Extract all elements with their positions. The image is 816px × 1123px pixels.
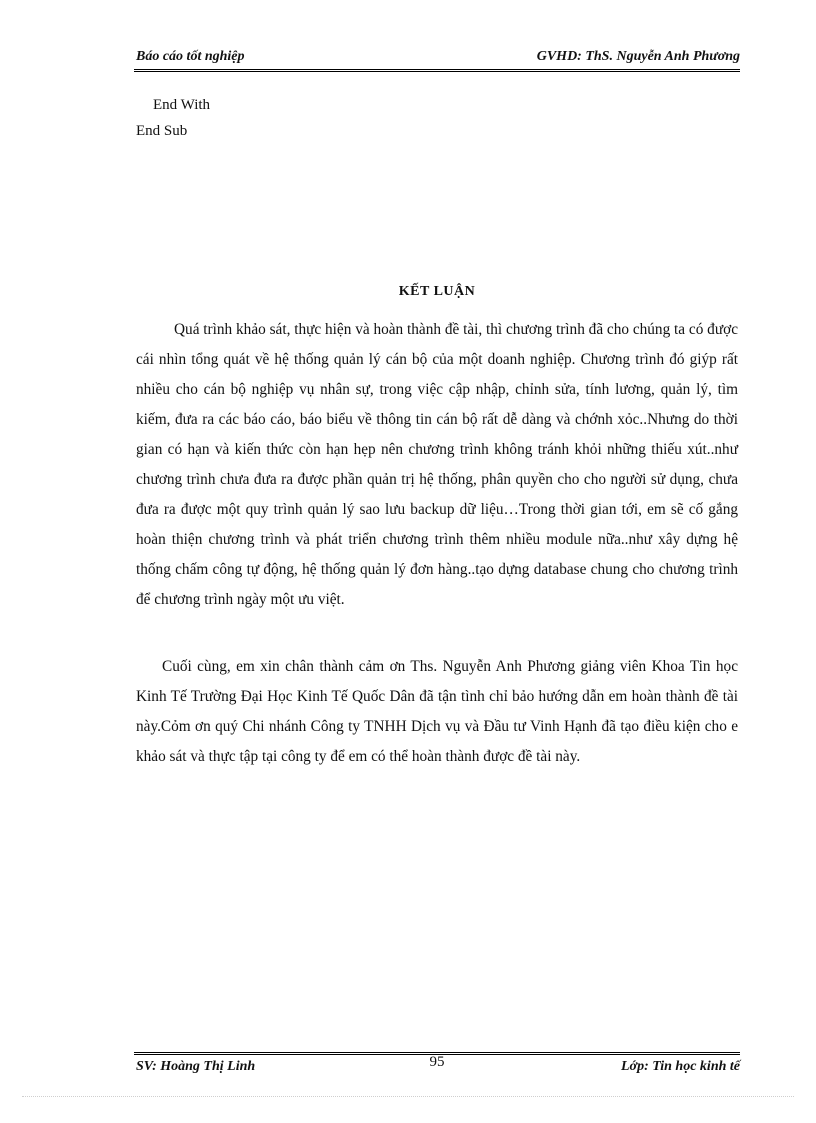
- acknowledgement-paragraph: Cuối cùng, em xin chân thành cảm ơn Ths. Nguyễn Anh Phương giảng viên Khoa Tin học Kinh Tế Trường Đại Học Kinh Tế Quốc Dân đã tận tình chỉ bảo hướng dẫn em hoàn thành đề tài này.Cỏm ơn quý Chi nhánh Công ty TNHH Dịch vụ và Đầu tư Vinh Hạnh đã tạo điều kiện cho e khảo sát và thực tập tại công ty để em có thể hoàn thành được đề tài này.: [136, 658, 738, 765]
- code-line-end-with: End With: [153, 97, 211, 113]
- page-footer: [134, 1054, 740, 1079]
- page-number: 95: [429, 1054, 445, 1070]
- section-title: KẾT LUẬN: [398, 284, 476, 299]
- page-header: [134, 49, 740, 71]
- report-title: Báo cáo tốt nghiệp: [136, 49, 245, 64]
- page-edge: [22, 1096, 794, 1097]
- conclusion-paragraph: Quá trình khảo sát, thực hiện và hoàn thành đề tài, thì chương trình đã cho chúng ta có được cái nhìn tổng quát về hệ thống quản lý cán bộ của một doanh nghiệp. Chương trình đó giýp rất nhiều cho cán bộ nghiệp vụ nhân sự, trong việc cập nhập, chỉnh sửa, tính lương, quản lý, tìm kiếm, đưa ra các báo cáo, báo biểu về thông tin cán bộ rất dễ dàng và chớnh xỏc..Nhưng do thời gian có hạn và kiến thức còn hạn hẹp nên chương trình không tránh khỏi những thiếu xút..như chương trình chưa đưa ra được phần quản trị hệ thống, phân quyền cho cho người sử dụng, chưa đưa ra được một quy trình quản lý sao lưu backup dữ liệu…Trong thời gian tới, em sẽ cố gắng hoàn thiện chương trình và phát triển chương trình thêm nhiều module nữa..như xây dựng hệ thống chấm công tự động, hệ thống quản lý đơn hàng..tạo dựng database chung cho chương trình để chương trình ngày một ưu việt.: [136, 321, 738, 608]
- student-name: SV: Hoàng Thị Linh: [136, 1059, 256, 1074]
- class-label: Lớp: Tin học kinh tế: [621, 1059, 740, 1074]
- code-line-end-sub: End Sub: [136, 123, 188, 139]
- supervisor-label: GVHD: ThS. Nguyễn Anh Phương: [536, 49, 740, 64]
- header-divider: [134, 69, 740, 72]
